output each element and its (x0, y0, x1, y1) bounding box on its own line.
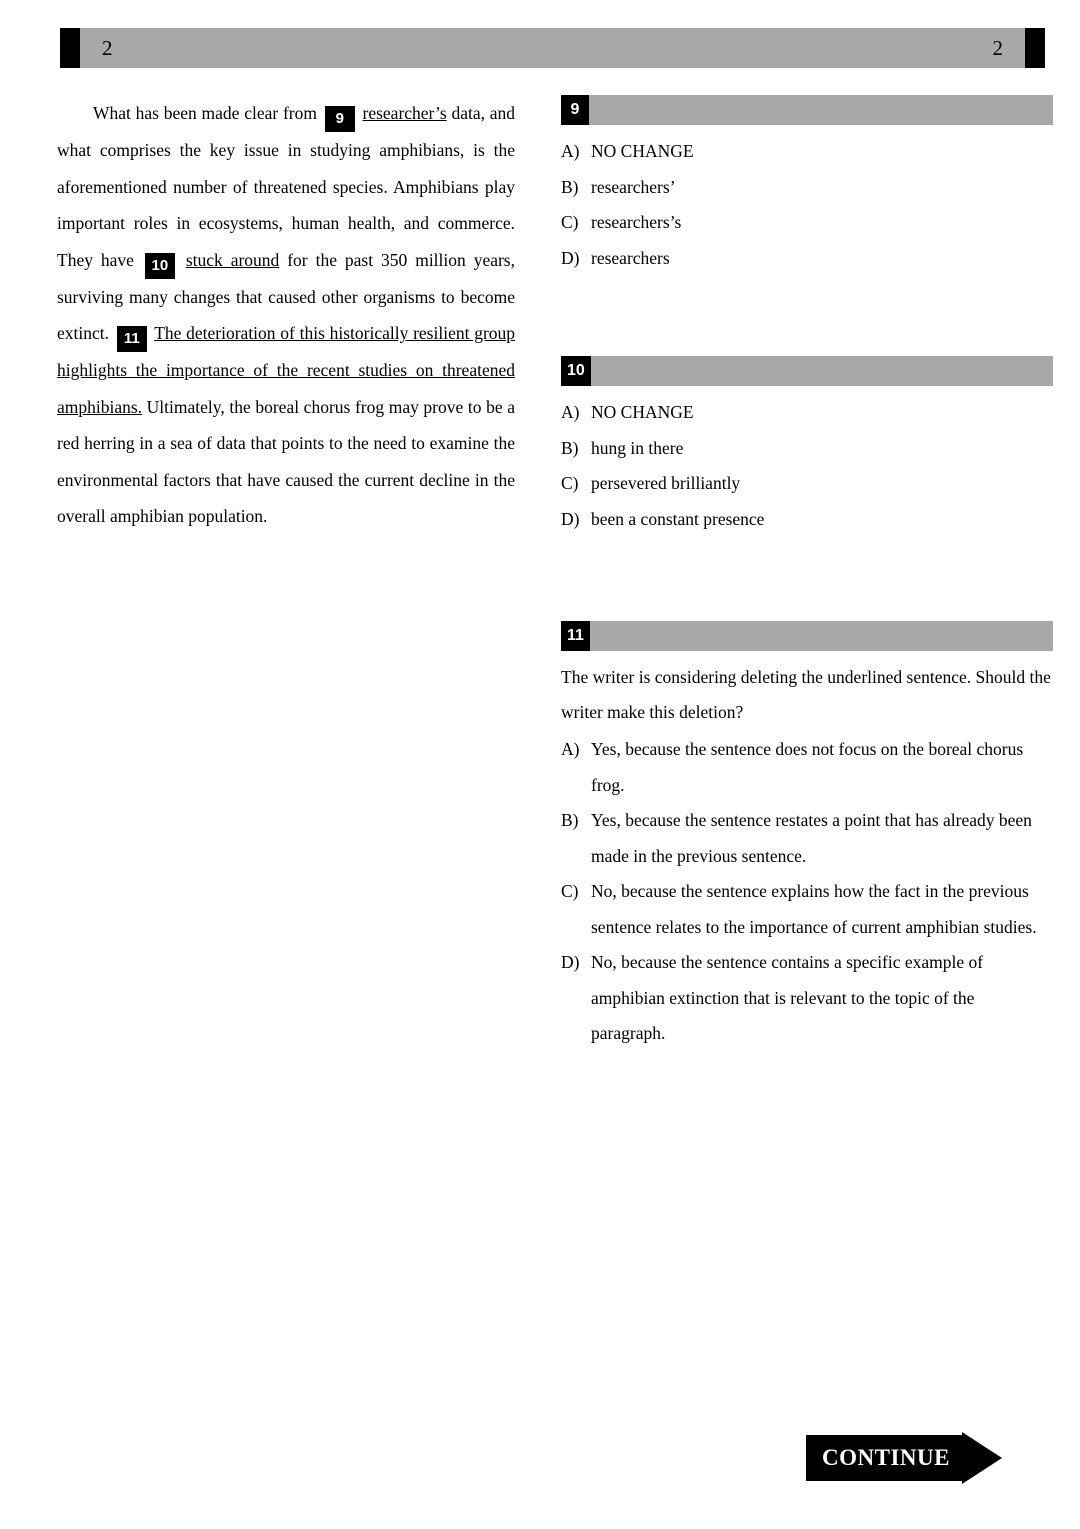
choice-letter: B) (561, 176, 579, 197)
choice-letter: B) (561, 810, 579, 830)
header-section-number-left: 2 (102, 35, 113, 60)
choice-9-d[interactable] (561, 241, 1053, 277)
choice-11-b[interactable] (561, 803, 1053, 874)
question-10-header (561, 356, 1053, 386)
choice-10-c[interactable] (561, 466, 1053, 502)
question-9-header (561, 95, 1053, 125)
header-left-block (60, 28, 80, 68)
question-9-header-bar (589, 95, 1053, 125)
choice-text: researchers’ (591, 176, 676, 197)
question-11-header (561, 621, 1053, 651)
passage-text (57, 95, 515, 535)
questions-column (561, 95, 1053, 1062)
choice-letter: C) (561, 881, 579, 901)
passage-underline-11: The deterioration of this historically resilient group highlights the importance of the recent studies on threatened amphibians. (57, 323, 516, 417)
choice-letter: A) (561, 402, 580, 422)
continue-arrow-icon (962, 1432, 1002, 1484)
header-bar (80, 28, 1025, 68)
question-10-header-bar (591, 356, 1053, 386)
passage-segment-1: What has been made clear from (93, 103, 317, 123)
question-9-choices (561, 134, 1053, 276)
choice-letter: D) (561, 952, 580, 972)
choice-text: Yes, because the sentence does not focus on the boreal chorus frog. (591, 739, 1024, 795)
choice-letter: D) (561, 508, 580, 529)
choice-11-a[interactable] (561, 732, 1053, 803)
question-11-number: 11 (561, 621, 590, 651)
choice-text: NO CHANGE (591, 141, 694, 161)
header-right-block (1025, 28, 1045, 68)
choice-9-a[interactable] (561, 134, 1053, 170)
page-header (60, 28, 1045, 68)
question-10-number: 10 (561, 356, 591, 386)
passage-segment-4: Ultimately, the boreal chorus frog may prove to be a red herring in a sea of data that points to the need to examine the environmental factors that have caused the current decline in the overall amphibian population. (57, 396, 515, 526)
choice-letter: A) (561, 141, 580, 161)
choice-text: researchers’s (591, 212, 682, 232)
question-9-number: 9 (561, 95, 589, 125)
choice-letter: C) (561, 212, 579, 232)
question-9 (561, 95, 1053, 276)
choice-9-c[interactable] (561, 205, 1053, 241)
choice-11-c[interactable] (561, 874, 1053, 945)
choice-text: Yes, because the sentence restates a point that has already been made in the previous sentence. (591, 810, 1032, 866)
choice-text: No, because the sentence contains a specific example of amphibian extinction that is relevant to the topic of the paragraph. (591, 952, 984, 1043)
passage-marker-11[interactable]: 11 (117, 326, 147, 352)
passage-marker-9[interactable]: 9 (325, 106, 355, 132)
choice-text: hung in there (591, 437, 684, 458)
question-spacer-1 (561, 286, 1053, 356)
choice-letter: B) (561, 437, 579, 458)
passage-underline-9: researcher’s (362, 103, 447, 123)
question-spacer-2 (561, 547, 1053, 621)
passage-segment-3: for the past 350 million years, surviving many changes that caused other organisms to become extinct. (57, 249, 515, 343)
question-11-choices (561, 732, 1053, 1052)
choice-10-b[interactable] (561, 431, 1053, 467)
choice-10-d[interactable] (561, 502, 1053, 538)
question-11-header-bar (590, 621, 1053, 651)
choice-letter: D) (561, 247, 580, 268)
passage-underline-10: stuck around (185, 249, 280, 270)
question-10-choices (561, 395, 1053, 537)
choice-9-b[interactable] (561, 170, 1053, 206)
choice-letter: A) (561, 739, 580, 759)
continue-label: CONTINUE (806, 1435, 962, 1481)
question-11 (561, 621, 1053, 1052)
choice-text: been a constant presence (591, 508, 765, 529)
header-section-number-right: 2 (992, 35, 1003, 60)
choice-11-d[interactable] (561, 945, 1053, 1052)
passage-paragraph (57, 95, 515, 535)
choice-text: No, because the sentence explains how the fact in the previous sentence relates to the importance of current amphibian studies. (591, 881, 1037, 937)
passage-column (57, 95, 515, 535)
choice-text: persevered brilliantly (591, 473, 741, 493)
choice-text: researchers (591, 247, 670, 268)
continue-marker (806, 1435, 1002, 1481)
passage-segment-2: data, and what comprises the key issue in studying amphibians, is the aforementioned number of threatened species. Amphibians play important roles in ecosystems, human health, and commerce. They have (57, 103, 516, 270)
choice-letter: C) (561, 473, 579, 493)
question-11-stem: The writer is considering deleting the underlined sentence. Should the writer make this deletion? (561, 667, 1051, 722)
question-10 (561, 356, 1053, 537)
choice-10-a[interactable] (561, 395, 1053, 431)
choice-text: NO CHANGE (591, 402, 694, 422)
passage-marker-10[interactable]: 10 (145, 253, 175, 279)
